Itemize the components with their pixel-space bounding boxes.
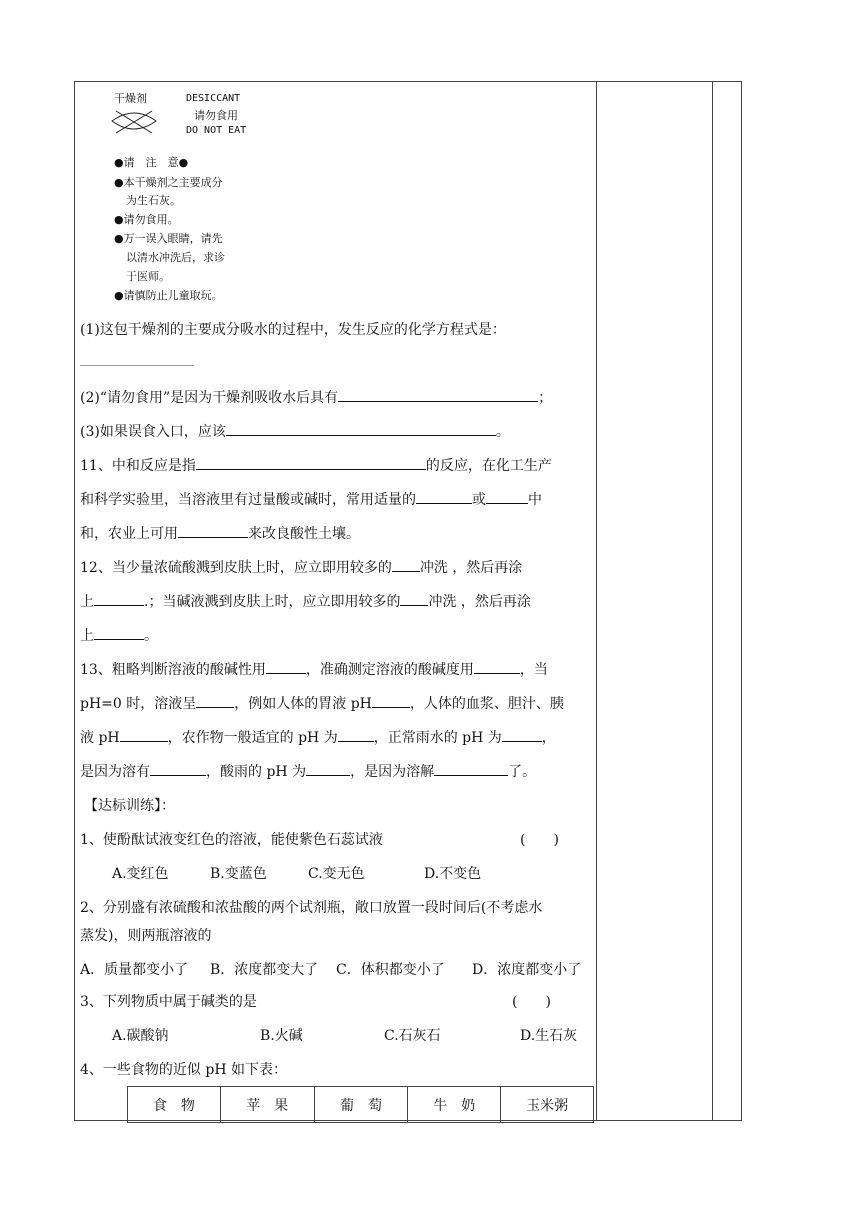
food-ph-table: [127, 1086, 594, 1123]
question-text: ，人体的血浆、胆汁、胰: [409, 696, 564, 712]
question-text: 12、当少量浓硫酸溅到皮肤上时，应立即用较多的: [80, 560, 392, 576]
label-note: 为生石灰。: [126, 194, 181, 207]
question-text: ，正常雨水的 pH 为: [373, 730, 502, 746]
question-text: 11、中和反应是指: [80, 458, 196, 474]
mc-2-stem-line-1: 2、分别盛有浓硫酸和浓盐酸的两个试剂瓶，敞口放置一段时间后(不考虑水: [80, 900, 543, 916]
question-text: 或: [472, 492, 486, 508]
question-text: 上: [80, 594, 94, 610]
mc-3-stem: 3、下列物质中属于碱类的是: [80, 994, 257, 1010]
question-desiccant-2: [80, 387, 552, 407]
answer-blank: [372, 693, 410, 708]
column-divider-2: [712, 81, 713, 1121]
crossed-package-icon: [108, 107, 160, 137]
table-header-cell: 食 物: [128, 1087, 221, 1123]
label-note: 于医师。: [126, 270, 170, 283]
answer-blank: [486, 489, 528, 504]
table-header-cell: 苹 果: [220, 1087, 314, 1123]
table-header-row: [128, 1087, 594, 1123]
question-13-line-3: [80, 727, 556, 747]
table-header-cell: 牛 奶: [408, 1087, 501, 1123]
answer-blank: [502, 727, 542, 742]
answer-blank: [400, 591, 428, 606]
question-13-line-4: [80, 761, 536, 781]
mc-2-stem-line-2: 蒸发)，则两瓶溶液的: [80, 928, 212, 944]
answer-blank: [266, 659, 306, 674]
mc-option: A.变红色: [112, 866, 169, 882]
answer-blank: [416, 489, 472, 504]
question-12-line-2: [80, 591, 531, 611]
label-note: ●请勿食用。: [114, 213, 179, 226]
question-desiccant-1: [80, 319, 506, 339]
answer-blank: [80, 365, 194, 366]
answer-blank: [306, 761, 350, 776]
question-text: ，农作物一般适宜的 pH 为: [167, 730, 338, 746]
label-note: ●本干燥剂之主要成分: [114, 176, 223, 189]
answer-blank: [94, 625, 144, 640]
question-text: 是因为溶有: [80, 764, 150, 780]
question-text: 冲洗 ，然后再涂: [428, 594, 531, 610]
answer-blank: [178, 523, 248, 538]
mc-option: C.变无色: [308, 866, 365, 882]
question-text: 。: [144, 628, 158, 644]
question-11-line-3: [80, 523, 360, 543]
label-note: ●万一误入眼睛，请先: [114, 232, 223, 245]
question-11-line-1: [80, 455, 552, 475]
question-text: 来改良酸性土壤。: [248, 526, 360, 542]
answer-blank: [392, 557, 420, 572]
question-text: (3)如果误食入口，应该: [80, 424, 226, 440]
answer-parenthesis: ( ): [520, 832, 559, 848]
answer-blank: [474, 659, 520, 674]
answer-blank: [434, 761, 508, 776]
question-text: 上: [80, 628, 94, 644]
label-note: ●请 注 意●: [114, 156, 189, 169]
question-text: 冲洗 ，然后再涂: [419, 560, 523, 576]
table-header-cell: 葡 萄: [314, 1087, 408, 1123]
answer-blank: [226, 421, 496, 436]
question-text: pH=0 时，溶液呈: [80, 696, 197, 712]
mc-1-stem: 1、使酚酞试液变红色的溶液，能使紫色石蕊试液: [80, 832, 383, 848]
question-text: 。: [495, 424, 510, 440]
answer-blank: [338, 727, 374, 742]
table-header-cell: 玉米粥: [501, 1087, 594, 1123]
section-heading: 【达标训练】：: [84, 798, 175, 814]
question-12-line-3: [80, 625, 158, 645]
question-13-line-1: [80, 659, 548, 679]
question-text: 液 pH: [80, 730, 120, 746]
question-text: .；当碱液溅到皮肤上时，应立即用较多的: [144, 594, 401, 610]
answer-blank: [196, 455, 426, 470]
answer-blank: [94, 591, 144, 606]
question-text: 13、粗略判断溶液的酸碱性用: [80, 662, 266, 678]
label-note: ●请慎防止儿童取玩。: [114, 289, 223, 302]
mc-option: B．浓度都变大了: [210, 962, 319, 978]
mc-option: B.变蓝色: [210, 866, 267, 882]
mc-option: C.石灰石: [384, 1028, 441, 1044]
mc-option: D.不变色: [424, 866, 482, 882]
question-text: 和科学实验里，当溶液里有过量酸或碱时，常用适量的: [80, 492, 416, 508]
question-text: (1)这包干燥剂的主要成分吸水的过程中，发生反应的化学方程式是：: [80, 322, 506, 338]
mc-option: B.火碱: [260, 1028, 303, 1044]
question-text: ，酸雨的 pH 为: [206, 764, 307, 780]
answer-parenthesis: ( ): [512, 994, 551, 1010]
mc-option: D．浓度都变小了: [472, 962, 582, 978]
question-text: 了。: [508, 764, 537, 780]
mc-option: A.碳酸钠: [112, 1028, 169, 1044]
question-text: ，准确测定溶液的酸碱度用: [305, 662, 474, 678]
label-title-en: DESICCANT: [186, 93, 241, 104]
mc-option: A．质量都变小了: [80, 962, 189, 978]
question-desiccant-3: [80, 421, 510, 441]
label-title-cn: 干燥剂: [114, 92, 147, 105]
label-warn-en: DO NOT EAT: [186, 125, 247, 136]
question-text: ，: [541, 730, 556, 746]
answer-blank: [150, 761, 206, 776]
label-note: 以清水冲洗后，求诊: [126, 251, 225, 264]
question-13-line-2: [80, 693, 564, 713]
question-12-line-1: [80, 557, 522, 577]
mc-4-stem: 4、一些食物的近似 pH 如下表：: [80, 1062, 287, 1078]
question-text: 和，农业上可用: [80, 526, 178, 542]
question-text: ；: [538, 390, 553, 406]
question-text: ，例如人体的胃液 pH: [234, 696, 372, 712]
mc-option: C．体积都变小了: [336, 962, 445, 978]
question-text: (2)“请勿食用”是因为干燥剂吸收水后具有: [80, 390, 339, 406]
answer-blank: [338, 387, 538, 402]
column-divider-1: [596, 81, 597, 1121]
mc-option: D.生石灰: [520, 1028, 578, 1044]
label-warn-cn: 请勿食用: [194, 109, 238, 122]
answer-blank: [196, 693, 234, 708]
answer-blank: [120, 727, 168, 742]
question-text: 中: [528, 492, 542, 508]
question-text: ，是因为溶解: [350, 764, 435, 780]
question-text: 的反应，在化工生产: [425, 458, 552, 474]
question-text: ，当: [519, 662, 548, 678]
question-11-line-2: [80, 489, 542, 509]
